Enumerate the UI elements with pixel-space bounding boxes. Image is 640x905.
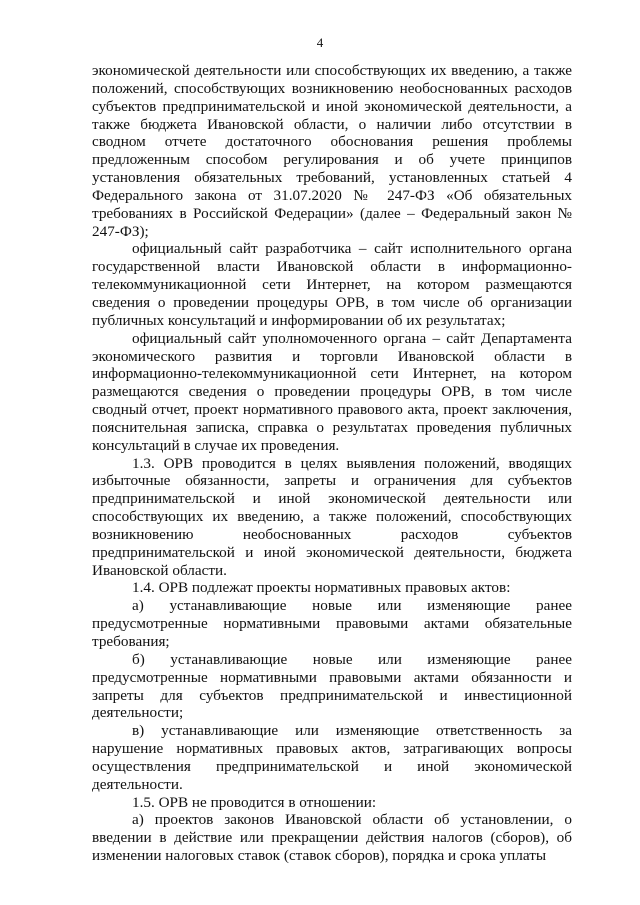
paragraph-developer-site-definition: официальный сайт разработчика – сайт исполнительного органа государственной власти Ивановской области в информационно-телекоммуникационной сети Интернет, на котором размещаются сведения о проведении процедуры ОРВ, в том числе об организации публичных консультаций и информировании об их результатах; bbox=[92, 240, 572, 329]
paragraph-1-3: 1.3. ОРВ проводится в целях выявления положений, вводящих избыточные обязанности, запреты и ограничения для субъектов предпринимательской и иной экономической деятельности или способствующих их введению, а также положений, способствующих возникновению необоснованных расходов субъектов предпринимательской и иной экономической деятельности, бюджета Ивановской области. bbox=[92, 454, 572, 579]
paragraph-1-4-a: а) устанавливающие новые или изменяющие ранее предусмотренные нормативными правовыми актами обязательные требования; bbox=[92, 597, 572, 650]
page-number: 4 bbox=[316, 35, 324, 50]
paragraph-1-4: 1.4. ОРВ подлежат проекты нормативных правовых актов: bbox=[132, 579, 511, 597]
paragraph-continuation: экономической деятельности или способствующих их введению, а также положений, способствующих возникновению необоснованных расходов субъектов предпринимательской и иной экономической деятельности, а также бюджета Ивановской области, о наличии либо отсутствии в сводном отчете достаточного обоснования решения проблемы предложенным способом регулирования и об учете принципов установления обязательных требований, установленных статьей 4 Федерального закона от 31.07.2020 № 247-ФЗ «Об обязательных требованиях в Российской Федерации» (далее – Федеральный закон № 247-ФЗ); bbox=[92, 62, 572, 240]
document-body bbox=[92, 62, 572, 865]
paragraph-1-4-c: в) устанавливающие или изменяющие ответственность за нарушение нормативных правовых актов, затрагивающих вопросы осуществления предпринимательской и иной экономической деятельности. bbox=[92, 722, 572, 793]
paragraph-authorized-body-site-definition: официальный сайт уполномоченного органа – сайт Департамента экономического развития и торговли Ивановской области в информационно-телекоммуникационной сети Интернет, на котором размещаются сведения о проведении процедуры ОРВ, в том числе сводный отчет, проект нормативного правового акта, проект заключения, пояснительная записка, справка о результатах проведения публичных консультаций в случае их проведения. bbox=[92, 329, 572, 454]
paragraph-1-5-a: а) проектов законов Ивановской области об установлении, о введении в действие или прекращении действия налогов (сборов), об изменении налоговых ставок (ставок сборов), порядка и срока уплаты bbox=[92, 811, 572, 865]
paragraph-1-4-b: б) устанавливающие новые или изменяющие ранее предусмотренные нормативными правовыми актами обязанности и запреты для субъектов предпринимательской и инвестиционной деятельности; bbox=[92, 650, 572, 722]
paragraph-1-5: 1.5. ОРВ не проводится в отношении: bbox=[132, 793, 377, 811]
